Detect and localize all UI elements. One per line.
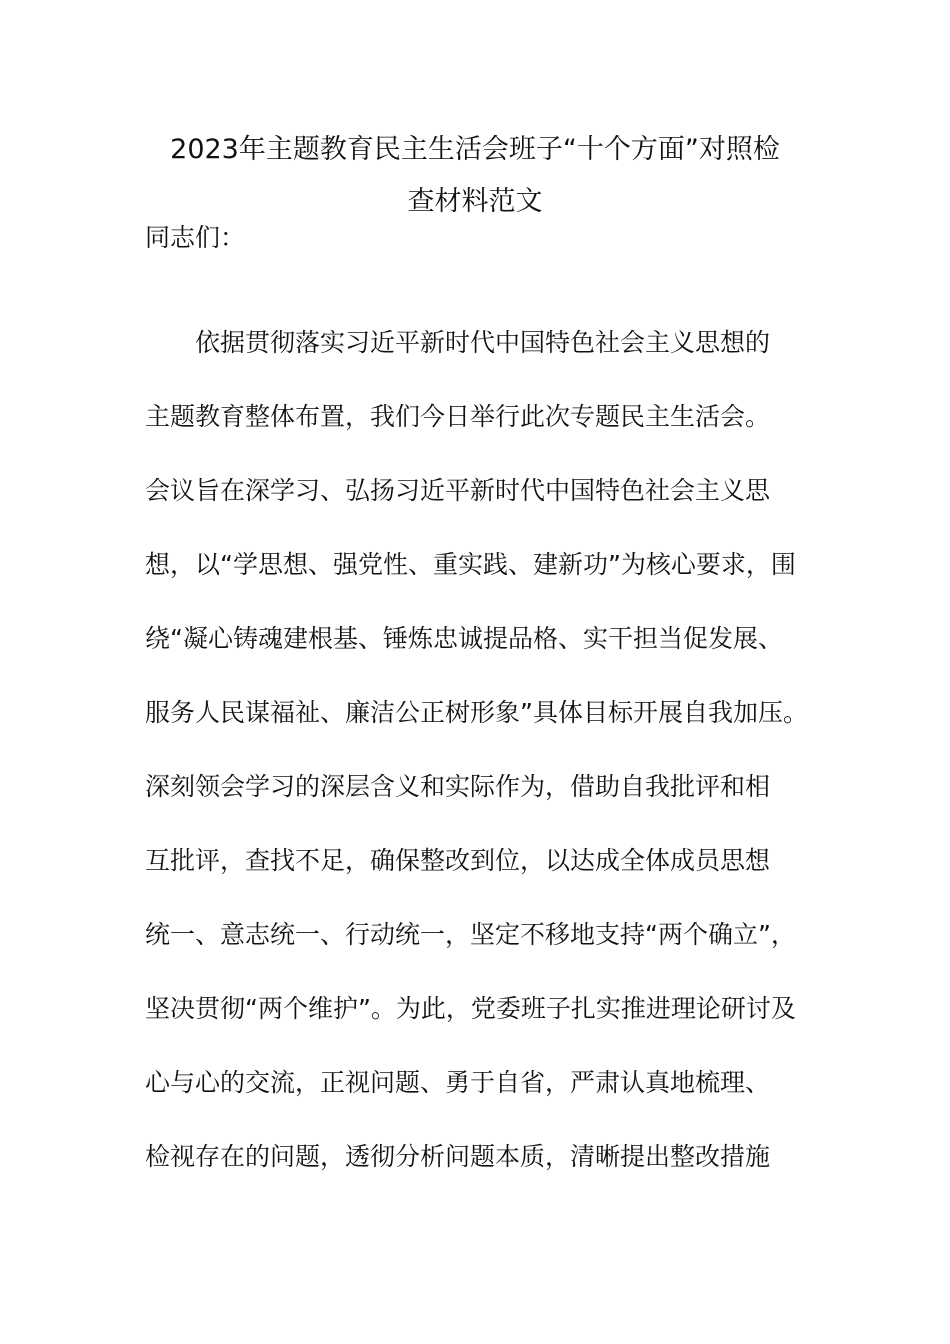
body-line: 坚决贯彻“两个维护”。为此，党委班子扎实推进理论研讨及 (145, 994, 796, 1023)
body-line: 服务人民谋福祉、廉洁公正树形象”具体目标开展自我加压。 (145, 698, 808, 727)
body-line: 统一、意志统一、行动统一，坚定不移地支持“两个确立”， (145, 920, 796, 949)
body-line: 互批评，查找不足，确保整改到位，以达成全体成员思想 (145, 846, 771, 875)
document-title-line-2: 查材料范文 (407, 186, 543, 217)
salutation: 同志们： (145, 223, 246, 252)
body-line: 绕“凝心铸魂建根基、锤炼忠诚提品格、实干担当促发展、 (145, 624, 783, 653)
body-line: 主题教育整体布置，我们今日举行此次专题民主生活会。 (145, 402, 771, 431)
body-line: 检视存在的问题，透彻分析问题本质，清晰提出整改措施 (145, 1142, 771, 1171)
body-line: 依据贯彻落实习近平新时代中国特色社会主义思想的 (195, 328, 771, 357)
body-line: 深刻领会学习的深层含义和实际作为，借助自我批评和相 (145, 772, 771, 801)
body-line: 想，以“学思想、强党性、重实践、建新功”为核心要求，围 (145, 550, 796, 579)
body-line: 心与心的交流，正视问题、勇于自省，严肃认真地梳理、 (145, 1068, 771, 1097)
body-line: 会议旨在深学习、弘扬习近平新时代中国特色社会主义思 (145, 476, 771, 505)
document-title-line-1: 2023年主题教育民主生活会班子“十个方面”对照检 (170, 134, 780, 165)
